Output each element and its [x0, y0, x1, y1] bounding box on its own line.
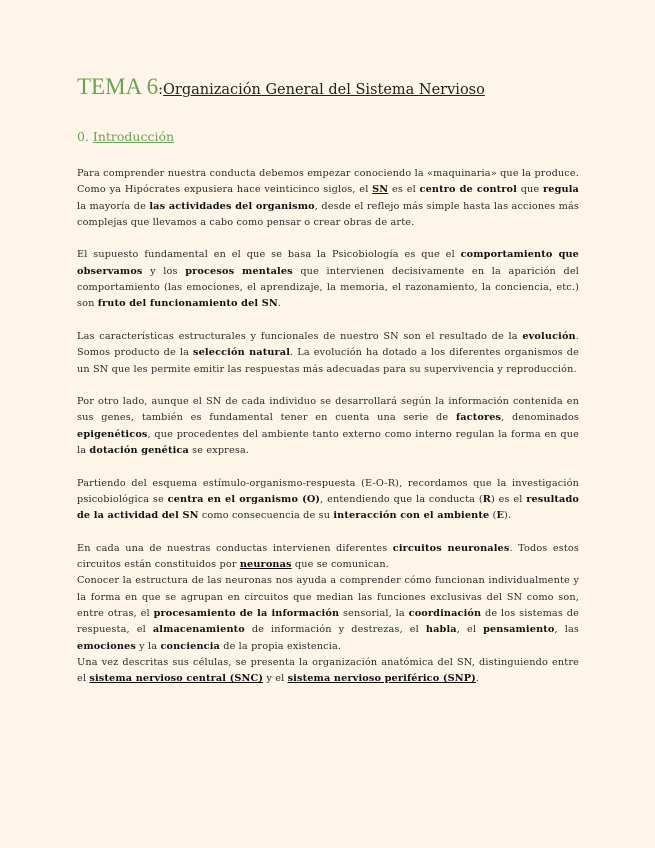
paragraph-2: El supuesto fundamental en el que se basa la Psicobiología es que el comportamiento que observamos y los procesos mentales que intervienen decisivamente en la aparición del comportamiento (las emociones, el aprendizaje, la memoria, el razonamiento, la conciencia, etc.) son fruto del funcionamiento del SN.: [77, 249, 579, 310]
paragraph-8: Una vez descritas sus células, se presenta la organización anatómica del SN, distinguiendo entre el sistema nervioso central (SNC) y el sistema nervioso periférico (SNP).: [77, 656, 579, 685]
paragraph-1: Para comprender nuestra conducta debemos empezar conociendo la «maquinaria» que la produce. Como ya Hipócrates expusiera hace veinticinco siglos, el SN es el centro de control que regula la mayoría de las actividades del organismo, desde el reflejo más simple hasta las acciones más complejas que llevamos a cabo como pensar o crear obras de arte.: [77, 168, 579, 228]
title-text: Organización General del Sistema Nervioso: [163, 82, 485, 98]
paragraph-6: En cada una de nuestras conductas intervienen diferentes circuitos neuronales. Todos estos circuitos están constituidos por neuronas que se comunican.: [77, 542, 580, 571]
paragraph-4: Por otro lado, aunque el SN de cada individuo se desarrollará según la información contenida en sus genes, también es fundamental tener en cuenta una serie de factores, denominados epigenéticos, que procedentes del ambiente tanto externo como interno regulan la forma en que la dotación genética se expresa.: [77, 396, 579, 457]
page-title: [77, 72, 579, 105]
paragraph-5: Partiendo del esquema estímulo-organismo-respuesta (E-O-R), recordamos que la investigación psicobiológica se centra en el organismo (O), entendiendo que la conducta (R) es el resultado de la actividad del SN como consecuencia de su interacción con el ambiente (E).: [77, 477, 580, 522]
section-heading: [77, 128, 579, 146]
paragraph-7: Conocer la estructura de las neuronas nos ayuda a comprender cómo funcionan individualmente y la forma en que se agrupan en circuitos que median las funciones exclusivas del SN como son, entre otras, el procesamiento de la información sensorial, la coordinación de los sistemas de respuesta, el almacenamiento de información y destrezas, el habla, el pensamiento, las emociones y la conciencia de la propia existencia.: [77, 575, 580, 652]
paragraph-3: Las características estructurales y funcionales de nuestro SN son el resultado de la evolución. Somos producto de la selección natural. La evolución ha dotado a los diferentes organismos de un SN que les permite emitir las respuestas más adecuadas para su supervivencia y reproducción.: [77, 330, 579, 375]
document-page: [77, 72, 579, 688]
section-title: Introducción: [92, 129, 175, 144]
tema-label: TEMA 6: [77, 74, 159, 99]
section-number: 0.: [77, 129, 89, 144]
title-separator: :: [158, 82, 164, 98]
